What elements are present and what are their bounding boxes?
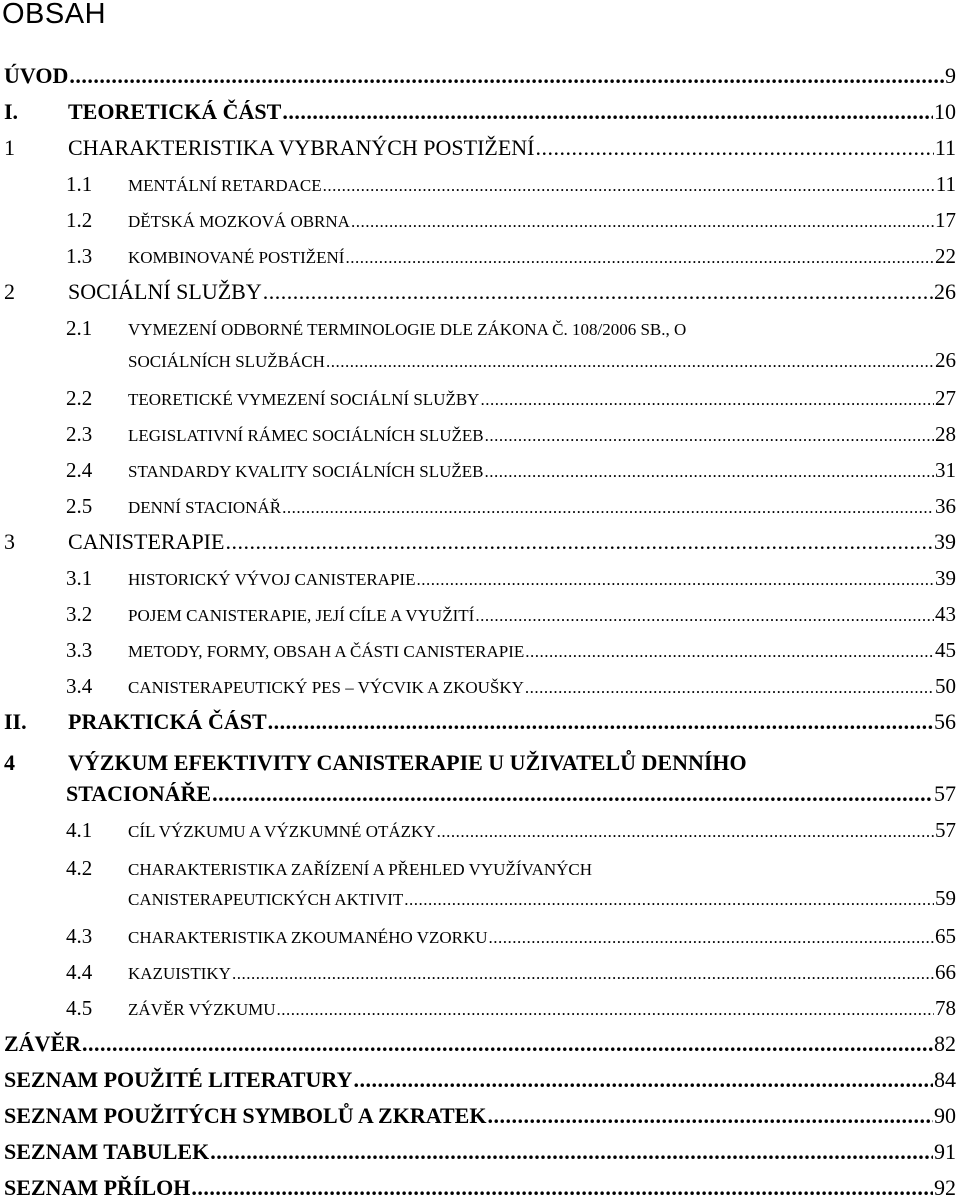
toc-entry-title: ZÁVĚR VÝZKUMU: [128, 1000, 276, 1019]
toc-entry-4-2[interactable]: [128, 884, 956, 912]
toc-entry-number: 1.1: [66, 172, 93, 196]
toc-entry-title: STACIONÁŘE: [66, 781, 212, 806]
toc-entry-title: KOMBINOVANÉ POSTIŽENÍ: [128, 248, 345, 267]
toc-page-number: 11: [934, 135, 956, 160]
dot-leader: [263, 278, 933, 306]
toc-entry-title-line1: VÝZKUM EFEKTIVITY CANISTERAPIE U UŽIVATELŮ DENNÍHO: [68, 750, 747, 775]
dot-leader: [191, 1174, 933, 1202]
toc-page-number: 57: [935, 818, 956, 842]
toc-entry-number: 4.5: [66, 996, 93, 1020]
toc-page-number: 39: [935, 566, 956, 590]
toc-entry-chapter-4[interactable]: [66, 780, 956, 808]
toc-entry-literatura[interactable]: [4, 1066, 956, 1094]
toc-entry-chapter-1[interactable]: [4, 134, 956, 162]
dot-leader: [323, 172, 935, 200]
toc-entry-title: TEORETICKÉ VYMEZENÍ SOCIÁLNÍ SLUŽBY: [128, 390, 480, 409]
toc-entry-title: SOCIÁLNÍCH SLUŽBÁCH: [128, 352, 325, 371]
toc-entry-3-2[interactable]: [66, 600, 956, 628]
dot-leader: [69, 62, 944, 90]
toc-entry-2-4[interactable]: [66, 456, 956, 484]
dot-leader: [326, 348, 934, 376]
toc-entry-title-line1: VYMEZENÍ ODBORNÉ TERMINOLOGIE DLE ZÁKONA Č. 108/2006 SB., O: [128, 320, 687, 339]
toc-entry-4-3[interactable]: [66, 922, 956, 950]
toc-entry-number: 3.2: [66, 602, 93, 626]
toc-entry-title: CHARAKTERISTIKA VYBRANÝCH POSTIŽENÍ: [68, 135, 535, 160]
toc-entry-title: CANISTERAPEUTICKÝ PES – VÝCVIK A ZKOUŠKY: [128, 678, 524, 697]
toc-page-number: 90: [934, 1103, 956, 1128]
dot-leader: [351, 208, 934, 236]
toc-entry-2-3[interactable]: [66, 420, 956, 448]
toc-entry-number: 3: [4, 529, 15, 554]
toc-entry-title: PRAKTICKÁ ČÁST: [68, 709, 267, 734]
toc-page-number: 82: [934, 1031, 956, 1056]
toc-entry-number: 4.1: [66, 818, 93, 842]
toc-entry-uvod[interactable]: [4, 62, 956, 90]
toc-entry-title: CHARAKTERISTIKA ZKOUMANÉHO VZORKU: [128, 928, 488, 947]
toc-entry-number: 4: [4, 750, 15, 775]
toc-entry-tabulky[interactable]: [4, 1138, 956, 1166]
toc-entry-3-1[interactable]: [66, 564, 956, 592]
toc-page-number: 17: [935, 208, 956, 232]
toc-page-number: 92: [934, 1175, 956, 1200]
toc-entry-title: CANISTERAPEUTICKÝCH AKTIVIT: [128, 890, 404, 909]
dot-leader: [277, 996, 935, 1024]
toc-entry-title: METODY, FORMY, OBSAH A ČÁSTI CANISTERAPIE: [128, 642, 525, 661]
dot-leader: [416, 566, 934, 594]
dot-leader: [437, 818, 934, 846]
toc-entry-4-2-line1[interactable]: [66, 854, 592, 884]
toc-entry-zaver[interactable]: [4, 1030, 956, 1058]
toc-entry-title: SOCIÁLNÍ SLUŽBY: [68, 279, 262, 304]
toc-entry-number: 1.2: [66, 208, 93, 232]
dot-leader: [475, 602, 934, 630]
toc-entry-title: SEZNAM POUŽITÉ LITERATURY: [4, 1067, 353, 1092]
toc-page-number: 91: [934, 1139, 956, 1164]
toc-entry-title: SEZNAM PŘÍLOH: [4, 1175, 191, 1200]
toc-page-number: 9: [945, 63, 956, 88]
toc-entry-2-2[interactable]: [66, 384, 956, 412]
toc-page-number: 27: [935, 386, 956, 410]
dot-leader: [536, 134, 934, 162]
toc-entry-number: 2.5: [66, 494, 93, 518]
toc-entry-prilohy[interactable]: [4, 1174, 956, 1202]
dot-leader: [480, 386, 934, 414]
toc-entry-3-4[interactable]: [66, 672, 956, 700]
toc-entry-title: ZÁVĚR: [4, 1031, 82, 1056]
toc-page-number: 39: [934, 529, 956, 554]
toc-page-number: 11: [935, 172, 956, 196]
toc-page-number: 57: [934, 781, 956, 806]
dot-leader: [232, 960, 934, 988]
toc-entry-title: HISTORICKÝ VÝVOJ CANISTERAPIE: [128, 570, 416, 589]
toc-entry-title: SEZNAM TABULEK: [4, 1139, 210, 1164]
toc-page-number: 26: [934, 279, 956, 304]
toc-page-number: 22: [935, 244, 956, 268]
dot-leader: [225, 528, 933, 556]
toc-page-number: 43: [935, 602, 956, 626]
toc-entry-zkratky[interactable]: [4, 1102, 956, 1130]
toc-entry-4-5[interactable]: [66, 994, 956, 1022]
toc-page-number: 26: [935, 348, 956, 372]
toc-entry-4-1[interactable]: [66, 816, 956, 844]
toc-entry-part-2[interactable]: [4, 708, 956, 736]
toc-entry-title: STANDARDY KVALITY SOCIÁLNÍCH SLUŽEB: [128, 462, 484, 481]
toc-entry-number: 2.2: [66, 386, 93, 410]
toc-entry-number: 2.4: [66, 458, 93, 482]
toc-page-number: 28: [935, 422, 956, 446]
dot-leader: [82, 1030, 933, 1058]
toc-entry-title: SEZNAM POUŽITÝCH SYMBOLŮ A ZKRATEK: [4, 1103, 487, 1128]
toc-page-number: 10: [934, 99, 956, 124]
dot-leader: [345, 244, 934, 272]
toc-entry-1-1[interactable]: [66, 170, 956, 198]
toc-page-number: 45: [935, 638, 956, 662]
toc-entry-number: 2: [4, 279, 15, 304]
dot-leader: [353, 1066, 933, 1094]
dot-leader: [485, 422, 934, 450]
toc-entry-title: ÚVOD: [4, 63, 69, 88]
toc-entry-title: DĚTSKÁ MOZKOVÁ OBRNA: [128, 212, 350, 231]
dot-leader: [525, 674, 934, 702]
toc-entry-title: TEORETICKÁ ČÁST: [68, 99, 282, 124]
toc-entry-number: II.: [4, 709, 27, 734]
toc-entry-number: 4.2: [66, 856, 93, 880]
toc-entry-number: 4.4: [66, 960, 93, 984]
toc-entry-2-5[interactable]: [66, 492, 956, 520]
toc-entry-title: CÍL VÝZKUMU A VÝZKUMNÉ OTÁZKY: [128, 822, 436, 841]
toc-entry-part-1[interactable]: [4, 98, 956, 126]
dot-leader: [525, 638, 934, 666]
toc-entry-1-2[interactable]: [66, 206, 956, 234]
toc-entry-number: 3.1: [66, 566, 93, 590]
dot-leader: [489, 924, 934, 952]
toc-entry-title: KAZUISTIKY: [128, 964, 231, 983]
toc-page-number: 36: [935, 494, 956, 518]
dot-leader: [210, 1138, 933, 1166]
toc-entry-number: 4.3: [66, 924, 93, 948]
toc-entry-title: MENTÁLNÍ RETARDACE: [128, 176, 322, 195]
dot-leader: [484, 458, 934, 486]
toc-page-number: 56: [934, 709, 956, 734]
toc-entry-number: 2.1: [66, 316, 93, 340]
toc-entry-title: CANISTERAPIE: [68, 529, 225, 554]
toc-entry-title: POJEM CANISTERAPIE, JEJÍ CÍLE A VYUŽITÍ: [128, 606, 475, 625]
toc-entry-title: LEGISLATIVNÍ RÁMEC SOCIÁLNÍCH SLUŽEB: [128, 426, 484, 445]
toc-entry-2-1-line1[interactable]: [66, 314, 686, 344]
dot-leader: [212, 780, 933, 808]
toc-page-number: 66: [935, 960, 956, 984]
toc-entry-number: 1.3: [66, 244, 93, 268]
toc-entry-2-1[interactable]: [128, 346, 956, 374]
toc-page-number: 78: [935, 996, 956, 1020]
toc-page-number: 84: [934, 1067, 956, 1092]
toc-entry-3-3[interactable]: [66, 636, 956, 664]
toc-entry-4-4[interactable]: [66, 958, 956, 986]
toc-entry-chapter-2[interactable]: [4, 278, 956, 306]
toc-entry-title: DENNÍ STACIONÁŘ: [128, 498, 282, 517]
toc-entry-number: 1: [4, 135, 15, 160]
dot-leader: [404, 886, 934, 914]
toc-entry-number: 2.3: [66, 422, 93, 446]
dot-leader: [487, 1102, 933, 1130]
dot-leader: [282, 98, 933, 126]
toc-page-number: 50: [935, 674, 956, 698]
toc-entry-number: 3.4: [66, 674, 93, 698]
toc-entry-chapter-3[interactable]: [4, 528, 956, 556]
dot-leader: [268, 708, 933, 736]
toc-entry-chapter-4-line1[interactable]: [4, 749, 747, 777]
toc-page-number: 59: [935, 886, 956, 910]
toc-entry-number: I.: [4, 99, 19, 124]
toc-entry-title-line1: CHARAKTERISTIKA ZAŘÍZENÍ A PŘEHLED VYUŽÍVANÝCH: [128, 860, 593, 879]
page-title: OBSAH: [2, 0, 107, 30]
dot-leader: [282, 494, 934, 522]
toc-page-number: 65: [935, 924, 956, 948]
toc-page-number: 31: [935, 458, 956, 482]
toc-entry-number: 3.3: [66, 638, 93, 662]
toc-entry-1-3[interactable]: [66, 242, 956, 270]
